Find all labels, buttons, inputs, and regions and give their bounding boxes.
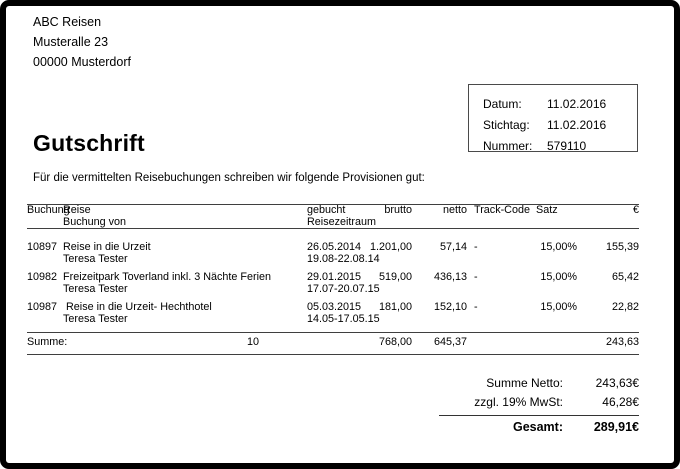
dates-gross-cell <box>307 302 412 333</box>
header-netto: netto <box>442 204 467 216</box>
header-euro: € <box>577 205 639 229</box>
sender-city: 00000 Musterdorf <box>33 55 131 69</box>
net-amount: 436,13 <box>433 271 467 283</box>
gross-amount: 519,00 <box>378 271 412 283</box>
meta-row-date <box>483 94 629 115</box>
summary-row <box>27 333 639 355</box>
net-amount: 57,14 <box>439 241 467 253</box>
meta-box <box>468 84 638 152</box>
net-track-cell <box>412 242 532 272</box>
header-buchung: Buchung <box>27 205 63 229</box>
keydate-value: 11.02.2016 <box>547 118 607 132</box>
travel-period: 14.05-17.05.15 <box>307 312 380 325</box>
commission-rate: 15,00% <box>540 241 577 253</box>
trip-name: Freizeitpark Toverland inkl. 3 Nächte Ferien <box>63 271 272 283</box>
commission-amount: 155,39 <box>605 241 639 253</box>
trip-cell <box>63 302 307 333</box>
table-row <box>27 242 639 272</box>
header-spacer <box>27 229 639 243</box>
table-row <box>27 272 639 302</box>
travel-period: 19.08-22.08.14 <box>307 252 380 265</box>
sender-street: Musteralle 23 <box>33 35 109 49</box>
booking-number: 10897 <box>27 241 58 253</box>
booked-date: 26.05.2014 <box>307 241 362 253</box>
totals-net-value: 243,63€ <box>595 376 639 390</box>
gross-amount: 1.201,00 <box>369 241 412 253</box>
totals-divider <box>439 415 639 416</box>
number-label: Nummer: <box>483 139 533 153</box>
commission-rate: 15,00% <box>540 301 577 313</box>
summary-label: Summe: <box>27 336 68 348</box>
trip-cell <box>63 272 307 302</box>
trip-name: Reise in die Urzeit- Hechthotel <box>63 301 212 313</box>
provisions-table <box>27 204 639 355</box>
totals-vat-value: 46,28€ <box>602 395 639 409</box>
track-code: - <box>474 271 478 283</box>
trip-name: Reise in die Urzeit <box>63 241 151 253</box>
booked-date: 29.01.2015 <box>307 271 362 283</box>
date-value: 11.02.2016 <box>547 97 607 111</box>
summary-net: 645,37 <box>433 336 467 348</box>
grand-total-value: 289,91€ <box>593 420 639 434</box>
keydate-label: Stichtag: <box>483 118 530 132</box>
commission-rate: 15,00% <box>540 271 577 283</box>
header-gebucht: gebucht <box>307 204 346 216</box>
meta-row-number <box>483 136 629 157</box>
header-reisezeitraum: Reisezeitraum <box>307 215 377 228</box>
totals-section <box>359 374 639 437</box>
net-track-cell <box>412 302 532 333</box>
number-value: 579110 <box>547 139 587 153</box>
totals-net-row <box>359 374 639 393</box>
booked-date: 05.03.2015 <box>307 301 362 313</box>
page-title: Gutschrift <box>33 130 145 156</box>
sender-name: ABC Reisen <box>33 15 102 29</box>
meta-row-keydate <box>483 115 629 136</box>
commission-amount: 22,82 <box>611 301 639 313</box>
booking-number: 10982 <box>27 271 58 283</box>
summary-label-cell <box>27 333 307 355</box>
intro-text: Für die vermittelten Reisebuchungen schreiben wir folgende Provisionen gut: <box>33 172 425 184</box>
booking-number: 10987 <box>27 301 58 313</box>
travel-period: 17.07-20.07.15 <box>307 282 380 295</box>
dates-gross-cell <box>307 242 412 272</box>
track-code: - <box>474 241 478 253</box>
net-amount: 152,10 <box>433 301 467 313</box>
track-code: - <box>474 301 478 313</box>
header-reise: Reise Buchung von <box>63 205 307 229</box>
date-label: Datum: <box>483 97 522 111</box>
header-track-code: Track-Code <box>474 204 530 216</box>
totals-grand-row <box>359 418 639 437</box>
trip-cell <box>63 242 307 272</box>
table-row <box>27 302 639 333</box>
totals-vat-label: zzgl. 19% MwSt: <box>474 395 563 409</box>
header-satz: Satz <box>532 205 577 229</box>
summary-euro: 243,63 <box>577 333 639 355</box>
header-brutto: brutto <box>384 204 412 216</box>
summary-net-cell <box>412 333 532 355</box>
summary-satz-empty <box>532 333 577 355</box>
grand-total-label: Gesamt: <box>512 420 563 434</box>
totals-net-label: Summe Netto: <box>486 376 563 390</box>
summary-gross: 768,00 <box>307 333 412 355</box>
provisions-table-wrapper <box>27 204 639 355</box>
booked-by: Teresa Tester <box>63 282 128 295</box>
credit-note-page <box>6 6 674 463</box>
sender-address <box>33 12 131 72</box>
booked-by: Teresa Tester <box>63 252 128 265</box>
summary-count: 10 <box>246 336 259 348</box>
totals-vat-row <box>359 393 639 412</box>
gross-amount: 181,00 <box>378 301 412 313</box>
table-header-row <box>27 205 639 229</box>
booked-by: Teresa Tester <box>63 312 128 325</box>
header-gebucht-brutto <box>307 205 412 229</box>
commission-amount: 65,42 <box>611 271 639 283</box>
net-track-cell <box>412 272 532 302</box>
dates-gross-cell <box>307 272 412 302</box>
header-netto-trackcode <box>412 205 532 229</box>
